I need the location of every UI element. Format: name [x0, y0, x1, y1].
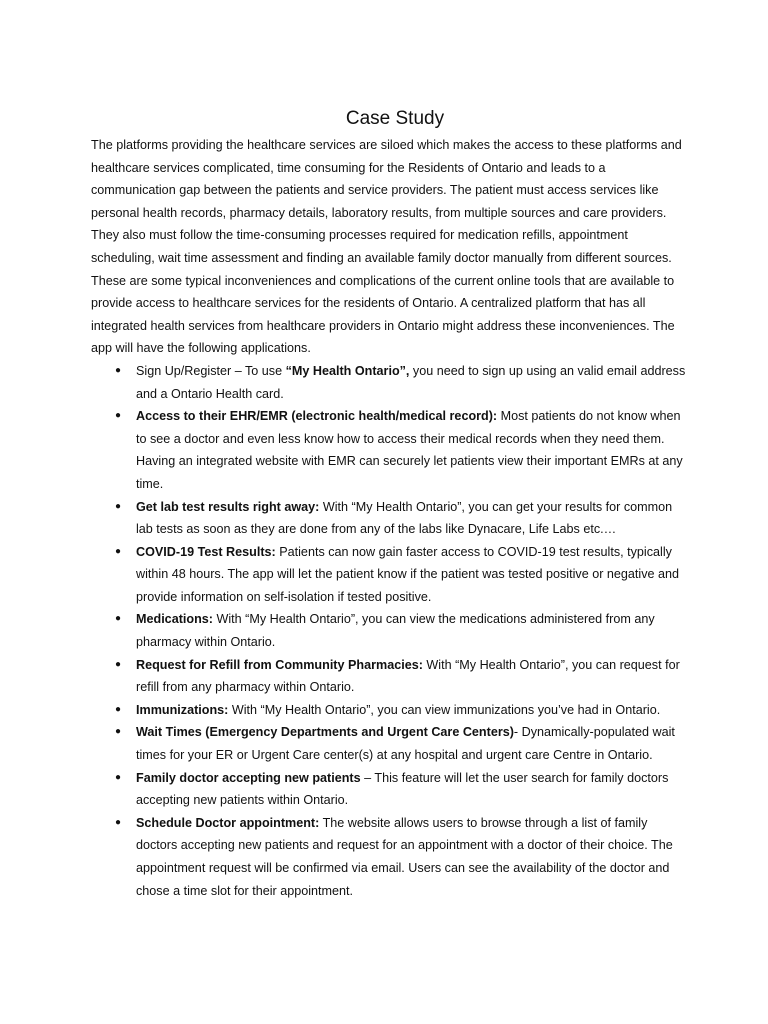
item-text: The website allows users to browse through a list of family doctors accepting new patients and request for an appointment with a doctor of their choice. The appointment request will be confirmed via email. Users can see the availability of the doctor and chose a time slot for their appointment.: [136, 815, 673, 898]
bullet-icon: ●: [115, 658, 122, 670]
item-text: – This feature will let the user search for family doctors accepting new patients within Ontario.: [136, 770, 669, 808]
bullet-icon: ●: [115, 771, 122, 783]
list-item: [91, 608, 691, 653]
item-text: Patients can now gain faster access to COVID-19 test results, typically within 48 hours. The app will let the patient know if the patient was tested positive or negative and provide information on self-isolation if tested positive.: [136, 544, 680, 604]
bullet-icon: ●: [115, 364, 122, 376]
item-text: Most patients do not know when to see a doctor and even less know how to access their medical records when they need them. Having an integrated website with EMR can securely let patients view their important EMRs at any time.: [136, 409, 683, 491]
list-item: [91, 721, 691, 766]
applications-list: [91, 360, 691, 902]
item-text: With “My Health Ontario”, you can view immunizations you’ve had in Ontario.: [228, 702, 661, 717]
list-item: [91, 654, 691, 699]
item-text: With “My Health Ontario”, you can view the medications administered from any pharmacy within Ontario.: [136, 612, 655, 650]
list-item: [91, 360, 691, 405]
item-heading: Request for Refill from Community Pharmacies:: [136, 657, 423, 672]
item-text: - Dynamically-populated wait times for your ER or Urgent Care center(s) at any hospital and urgent care Centre in Ontario.: [136, 725, 675, 763]
item-heading: Medications:: [136, 612, 213, 627]
list-item: [91, 405, 691, 495]
item-heading: Family doctor accepting new patients: [136, 770, 361, 785]
bullet-icon: ●: [115, 613, 122, 625]
list-item: [91, 541, 691, 609]
item-heading: Get lab test results right away:: [136, 499, 320, 514]
document-page: [91, 106, 691, 902]
list-item: [91, 812, 691, 902]
intro-paragraph: The platforms providing the healthcare services are siloed which makes the access to these platforms and healthcare services complicated, time consuming for the Residents of Ontario and leads to a communication gap between the patients and service providers. The patient must access services like personal health records, pharmacy details, laboratory results, from multiple sources and care providers. They also must follow the time-consuming processes required for medication refills, appointment scheduling, wait time assessment and finding an available family doctor manually from different sources. These are some typical inconveniences and complications of the current online tools that are available to provide access to healthcare services for the residents of Ontario. A centralized platform that has all integrated health services from healthcare providers in Ontario might address these inconveniences. The app will have the following applications.: [91, 138, 682, 356]
bullet-icon: ●: [115, 410, 122, 422]
item-text: you need to sign up using an valid email address and a Ontario Health card.: [136, 363, 686, 401]
bullet-icon: ●: [115, 816, 122, 828]
item-heading: Schedule Doctor appointment:: [136, 815, 320, 830]
bullet-icon: ●: [115, 703, 122, 715]
item-heading: Wait Times (Emergency Departments and Urgent Care Centers): [136, 725, 514, 740]
item-heading: Immunizations:: [136, 702, 229, 717]
item-lead-text: Sign Up/Register – To use: [136, 363, 286, 378]
bullet-icon: ●: [115, 500, 122, 512]
list-item: [91, 699, 691, 722]
bullet-icon: ●: [115, 545, 122, 557]
item-heading: COVID-19 Test Results:: [136, 544, 276, 559]
item-text: With “My Health Ontario”, you can get your results for common lab tests as soon as they are done from any of the labs like Dynacare, Life Labs etc.…: [136, 499, 673, 537]
item-heading: Access to their EHR/EMR (electronic health/medical record):: [136, 409, 498, 424]
item-text: With “My Health Ontario”, you can request for refill from any pharmacy within Ontario.: [136, 657, 680, 695]
page-title: Case Study: [345, 108, 445, 129]
item-heading: “My Health Ontario”,: [285, 363, 410, 378]
list-item: [91, 767, 691, 812]
bullet-icon: ●: [115, 726, 122, 738]
list-item: [91, 496, 691, 541]
